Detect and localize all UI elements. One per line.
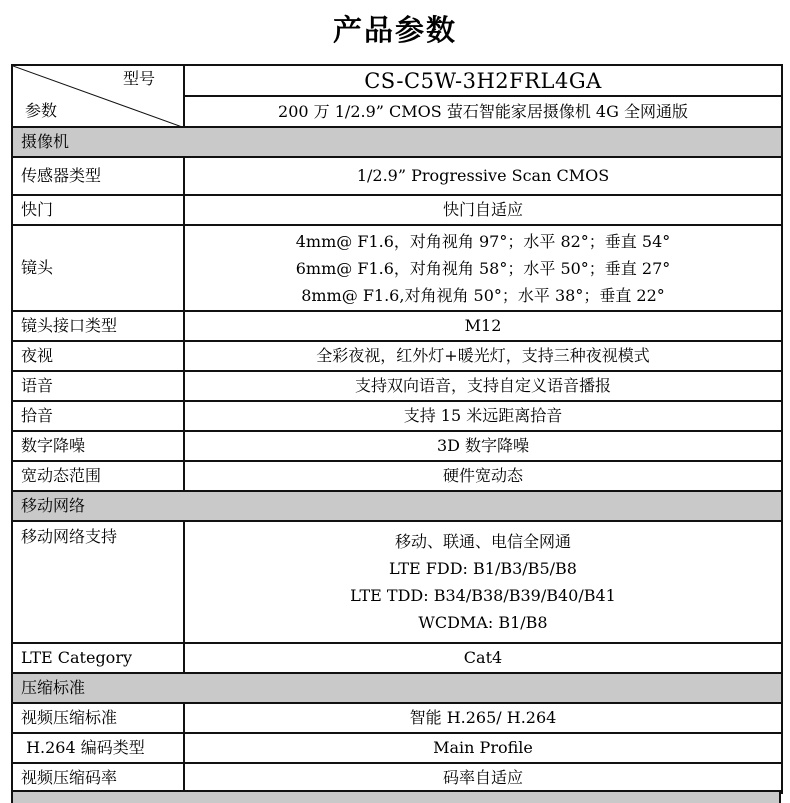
table-row (12, 733, 782, 763)
row-value: 智能 H.265/ H.264 (184, 703, 782, 733)
table-row (12, 401, 782, 431)
row-value: 1/2.9” Progressive Scan CMOS (184, 157, 782, 195)
section-title: 压缩标准 (12, 673, 782, 703)
row-value: 支持 15 米远距离拾音 (184, 401, 782, 431)
network-line: WCDMA: B1/B8 (418, 613, 548, 632)
section-compression (12, 673, 782, 703)
row-label: 传感器类型 (12, 157, 184, 195)
next-section-bar (11, 790, 781, 803)
row-label: 宽动态范围 (12, 461, 184, 491)
row-label: 镜头接口类型 (12, 311, 184, 341)
row-label: 镜头 (12, 225, 184, 311)
row-value-multiline (184, 521, 782, 643)
row-label: 夜视 (12, 341, 184, 371)
row-value: 码率自适应 (184, 763, 782, 793)
row-label: 快门 (12, 195, 184, 225)
model-label: 型号 (122, 69, 155, 88)
network-line: LTE TDD: B34/B38/B39/B40/B41 (350, 586, 616, 605)
row-value: 快门自适应 (184, 195, 782, 225)
network-line: 移动、联通、电信全网通 (394, 532, 571, 551)
model-name: CS-C5W-3H2FRL4GA (184, 65, 782, 96)
row-label: 移动网络支持 (12, 521, 184, 643)
row-value-multiline (184, 225, 782, 311)
param-label: 参数 (25, 101, 58, 120)
row-label: 语音 (12, 371, 184, 401)
row-value: Cat4 (184, 643, 782, 673)
spec-table (11, 64, 783, 794)
table-row (12, 195, 782, 225)
network-line: LTE FDD: B1/B3/B5/B8 (389, 559, 577, 578)
table-row (12, 371, 782, 401)
row-label: 视频压缩码率 (12, 763, 184, 793)
section-title: 摄像机 (12, 127, 782, 157)
row-value: 支持双向语音，支持自定义语音播报 (184, 371, 782, 401)
row-value: 全彩夜视，红外灯+暖光灯，支持三种夜视模式 (184, 341, 782, 371)
header-row (12, 65, 782, 96)
row-value: 硬件宽动态 (184, 461, 782, 491)
table-row (12, 763, 782, 793)
section-camera (12, 127, 782, 157)
row-label: H.264 编码类型 (12, 733, 184, 763)
table-row (12, 703, 782, 733)
table-row (12, 431, 782, 461)
table-row (12, 521, 782, 643)
model-description: 200 万 1/2.9” CMOS 萤石智能家居摄像机 4G 全网通版 (184, 96, 782, 127)
table-row (12, 643, 782, 673)
table-row (12, 311, 782, 341)
lens-line: 4mm@ F1.6，对角视角 97°；水平 82°；垂直 54° (295, 231, 671, 251)
table-row (12, 461, 782, 491)
row-label: LTE Category (12, 643, 184, 673)
row-label: 拾音 (12, 401, 184, 431)
table-row (12, 157, 782, 195)
lens-line: 6mm@ F1.6，对角视角 58°；水平 50°；垂直 27° (295, 258, 671, 278)
header-corner-cell (12, 65, 184, 127)
page-title: 产品参数 (332, 13, 457, 47)
table-row (12, 341, 782, 371)
row-value: Main Profile (184, 733, 782, 763)
lens-line: 8mm@ F1.6,对角视角 50°；水平 38°；垂直 22° (301, 285, 665, 305)
section-title: 移动网络 (12, 491, 782, 521)
row-value: 3D 数字降噪 (184, 431, 782, 461)
row-value: M12 (184, 311, 782, 341)
table-row (12, 225, 782, 311)
section-mobile-network (12, 491, 782, 521)
row-label: 数字降噪 (12, 431, 184, 461)
row-label: 视频压缩标准 (12, 703, 184, 733)
